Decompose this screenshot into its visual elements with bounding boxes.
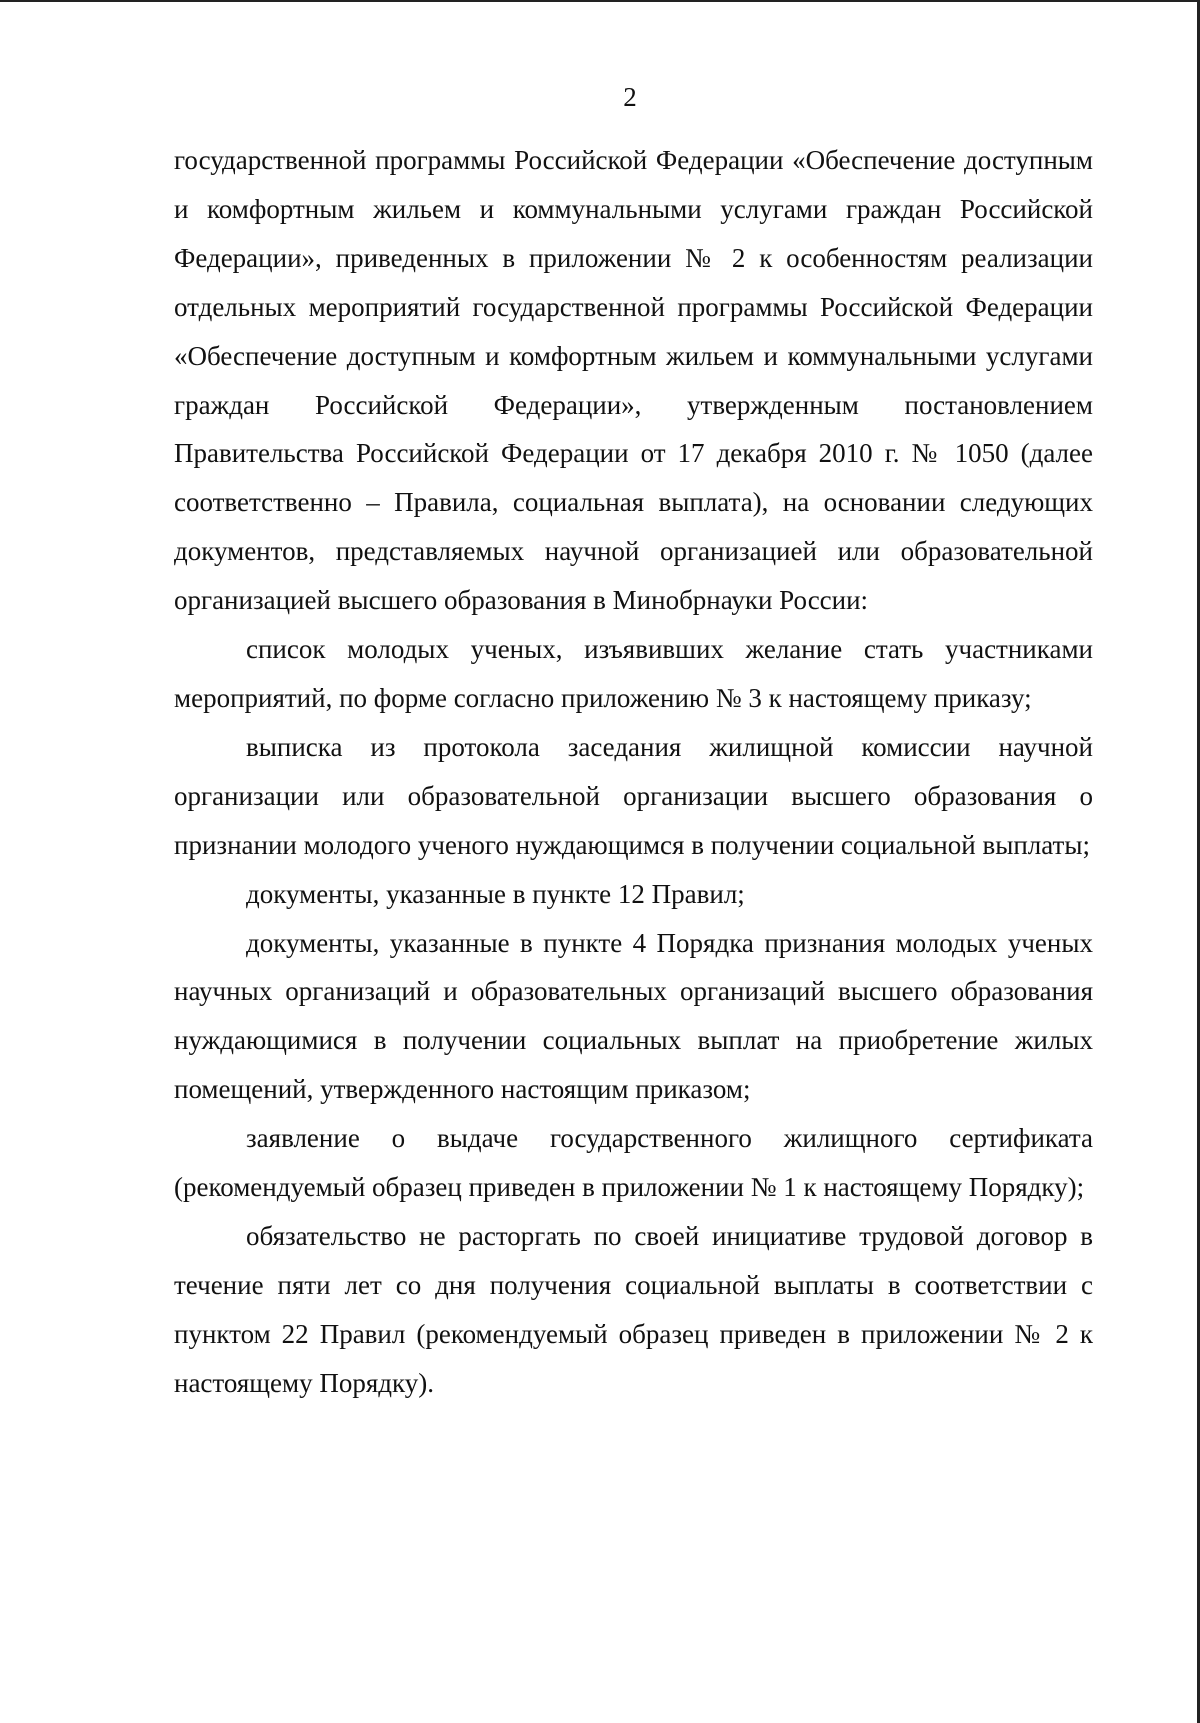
paragraph-employment-obligation: обязательство не расторгать по своей инициативе трудовой договор в течение пяти лет со дня получения социальной выплаты в соответствии с пунктом 22 Правил (рекомендуемый образец приведен в приложении № 2 к настоящему Порядку). <box>174 1220 1093 1398</box>
page-number: 2 <box>623 82 637 112</box>
paragraph-young-scientists-list: список молодых ученых, изъявивших желание стать участниками мероприятий, по форме согласно приложению № 3 к настоящему приказу; <box>174 634 1093 713</box>
paragraph-housing-commission-extract: выписка из протокола заседания жилищной комиссии научной организации или образовательной организации высшего образования о признании молодого ученого нуждающимся в получении социальной выплаты; <box>174 731 1093 860</box>
document-body <box>174 136 1093 1408</box>
paragraph-continuation: государственной программы Российской Федерации «Обеспечение доступным и комфортным жильем и коммунальными услугами граждан Российской Федерации», приведенных в приложении № 2 к особенностям реализации отдельных мероприятий государственной программы Российской Федерации «Обеспечение доступным и комфортным жильем и коммунальными услугами граждан Российской Федерации», утвержденным постановлением Правительства Российской Федерации от 17 декабря 2010 г. № 1050 (далее соответственно – Правила, социальная выплата), на основании следующих документов, представляемых научной организацией или образовательной организацией высшего образования в Минобрнауки России: <box>174 145 1093 616</box>
paragraph-documents-rules: документы, указанные в пункте 12 Правил; <box>246 878 745 909</box>
paragraph-documents-procedure: документы, указанные в пункте 4 Порядка признания молодых ученых научных организаций и образовательных организаций высшего образования нуждающимися в получении социальных выплат на приобретение жилых помещений, утвержденного настоящим приказом; <box>174 927 1093 1105</box>
paragraph-certificate-application: заявление о выдаче государственного жилищного сертификата (рекомендуемый образец приведен в приложении № 1 к настоящему Порядку); <box>174 1123 1093 1203</box>
